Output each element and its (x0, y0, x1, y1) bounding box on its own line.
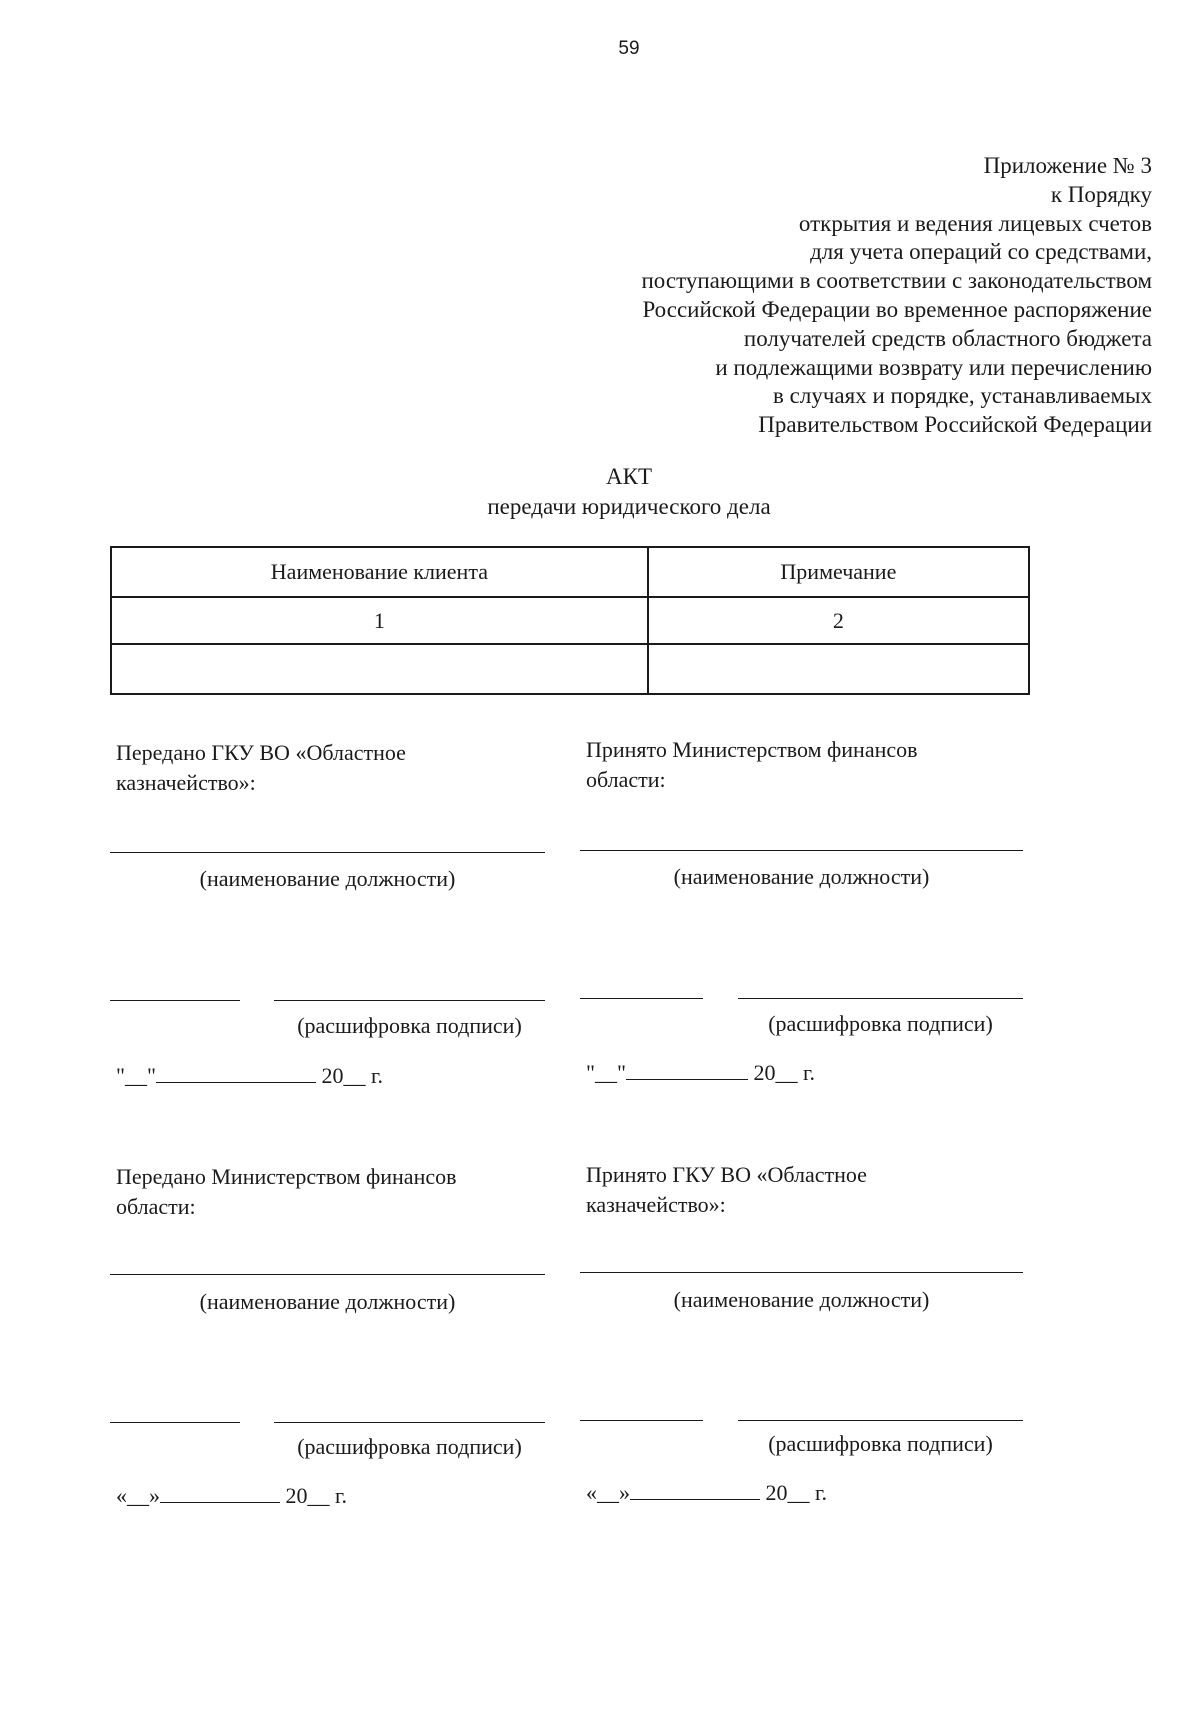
signature-line (110, 1274, 545, 1275)
appendix-header (641, 152, 1152, 440)
appendix-line: для учета операций со средствами, (810, 239, 1152, 265)
table-number-cell: 1 (111, 597, 648, 644)
section-1-left-date (116, 1063, 383, 1089)
section-1-right-label: Принято Министерством финансов области: (586, 737, 918, 792)
date-day: «__» (116, 1483, 160, 1508)
table-number-row (111, 597, 1029, 644)
signature-line (738, 1420, 1023, 1421)
signature-line (580, 1272, 1023, 1273)
date-month-blank (156, 1064, 316, 1083)
act-title: АКТ (606, 464, 652, 489)
signature-line (580, 998, 703, 999)
appendix-line: Российской Федерации во временное распоряжение (642, 296, 1152, 322)
signature-line (738, 998, 1023, 999)
page-number: 59 (618, 38, 640, 59)
appendix-line: Правительством Российской Федерации (758, 412, 1152, 438)
table-number-cell: 2 (648, 597, 1029, 644)
section-1-left-position-caption: (наименование должности) (199, 866, 456, 891)
section-1-left-signature-caption: (расшифровка подписи) (297, 1013, 522, 1038)
table-cell[interactable] (111, 644, 648, 694)
table-row (111, 644, 1029, 694)
section-2-left-label: Передано Министерством финансов области: (116, 1164, 457, 1219)
signature-line (110, 852, 545, 853)
date-day: "__" (116, 1063, 156, 1088)
appendix-line: в случаях и порядке, устанавливаемых (773, 383, 1152, 409)
date-day: «__» (586, 1480, 630, 1505)
appendix-line: открытия и ведения лицевых счетов (798, 210, 1152, 236)
date-day: "__" (586, 1060, 626, 1085)
table-header-note: Примечание (648, 547, 1029, 597)
table-header-client: Наименование клиента (111, 547, 648, 597)
section-2-right-date (586, 1480, 827, 1506)
act-subtitle: передачи юридического дела (487, 494, 771, 519)
date-year: 20__ г. (285, 1483, 348, 1508)
date-month-blank (160, 1484, 280, 1503)
section-2-right-label: Принято ГКУ ВО «Областное казначейство»: (586, 1162, 867, 1217)
signature-line (580, 850, 1023, 851)
signature-line (274, 1000, 545, 1001)
date-year: 20__ г. (321, 1063, 384, 1088)
section-2-left-position-caption: (наименование должности) (199, 1289, 456, 1314)
date-year: 20__ г. (765, 1480, 828, 1505)
date-month-blank (626, 1061, 748, 1080)
appendix-line: к Порядку (1050, 181, 1152, 207)
section-1-right-signature-caption: (расшифровка подписи) (768, 1011, 993, 1036)
appendix-line: Приложение № 3 (983, 153, 1152, 178)
section-2-right-position-caption: (наименование должности) (673, 1287, 930, 1312)
section-2-left-date (116, 1483, 347, 1509)
appendix-line: получателей средств областного бюджета (743, 325, 1152, 351)
signature-line (580, 1420, 703, 1421)
table-cell[interactable] (648, 644, 1029, 694)
section-1-right-date (586, 1060, 815, 1086)
appendix-line: и подлежащими возврату или перечислению (715, 354, 1152, 380)
section-1-right-position-caption: (наименование должности) (673, 864, 930, 889)
section-1-left-label: Передано ГКУ ВО «Областное казначейство»: (116, 740, 406, 795)
table-header-row (111, 547, 1029, 597)
clients-table (110, 546, 1030, 695)
signature-line (110, 1422, 240, 1423)
section-2-right-signature-caption: (расшифровка подписи) (768, 1431, 993, 1456)
section-2-left-signature-caption: (расшифровка подписи) (297, 1434, 522, 1459)
date-year: 20__ г. (753, 1060, 816, 1085)
act-title-block (0, 462, 1200, 522)
date-month-blank (630, 1481, 760, 1500)
signature-line (274, 1422, 545, 1423)
signature-line (110, 1000, 240, 1001)
appendix-line: поступающими в соответствии с законодательством (641, 268, 1152, 294)
